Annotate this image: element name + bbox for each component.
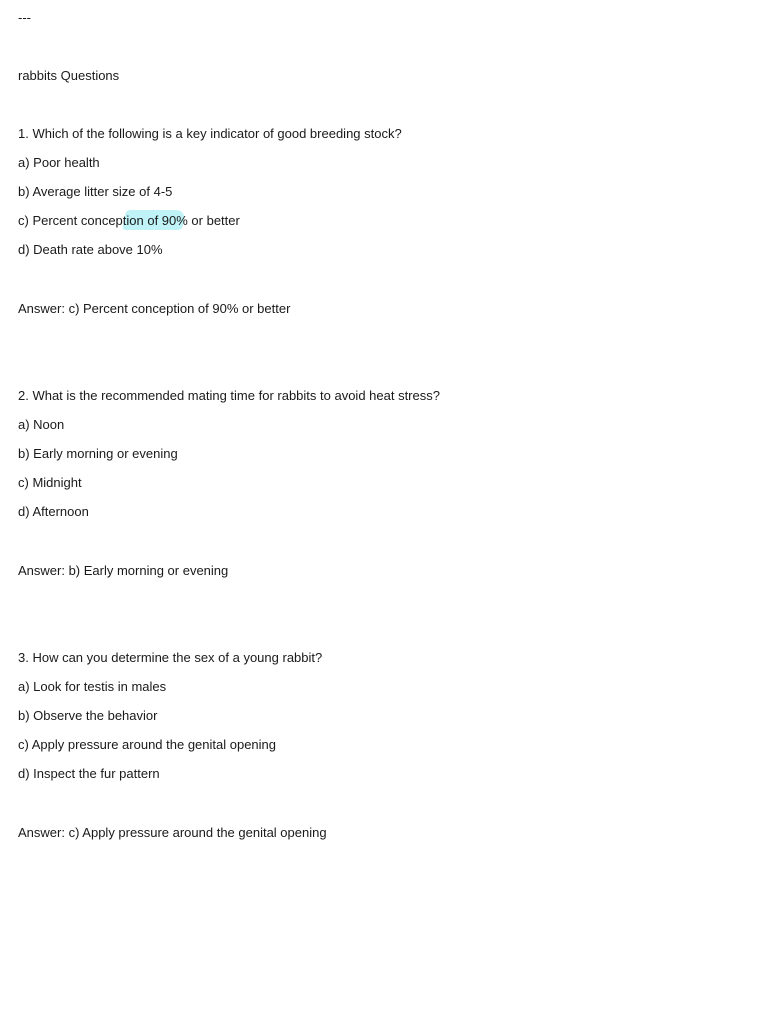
question-2-answer: Answer: b) Early morning or evening xyxy=(18,563,229,578)
question-2-option-b: b) Early morning or evening xyxy=(18,446,178,461)
question-2-option-c: c) Midnight xyxy=(18,475,82,490)
question-3-option-b: b) Observe the behavior xyxy=(18,708,158,723)
question-2-prompt: 2. What is the recommended mating time for rabbits to avoid heat stress? xyxy=(18,388,440,403)
separator-line: --- xyxy=(18,10,31,25)
question-3-option-a: a) Look for testis in males xyxy=(18,679,167,694)
question-1-option-a: a) Poor health xyxy=(18,155,100,170)
question-2-option-d: d) Afternoon xyxy=(18,504,89,519)
question-1-option-d: d) Death rate above 10% xyxy=(18,242,163,257)
question-1-option-c: c) Percent conception of 90% or better xyxy=(18,213,240,228)
question-3-answer: Answer: c) Apply pressure around the genital opening xyxy=(18,825,327,840)
question-1-prompt: 1. Which of the following is a key indicator of good breeding stock? xyxy=(18,126,402,141)
document-title: rabbits Questions xyxy=(18,68,120,83)
question-1-answer: Answer: c) Percent conception of 90% or better xyxy=(18,301,291,316)
question-1-option-b: b) Average litter size of 4-5 xyxy=(18,184,173,199)
question-3-prompt: 3. How can you determine the sex of a young rabbit? xyxy=(18,650,323,665)
question-3-option-c: c) Apply pressure around the genital opening xyxy=(18,737,277,752)
question-3-option-d: d) Inspect the fur pattern xyxy=(18,766,160,781)
question-2-option-a: a) Noon xyxy=(18,417,65,432)
